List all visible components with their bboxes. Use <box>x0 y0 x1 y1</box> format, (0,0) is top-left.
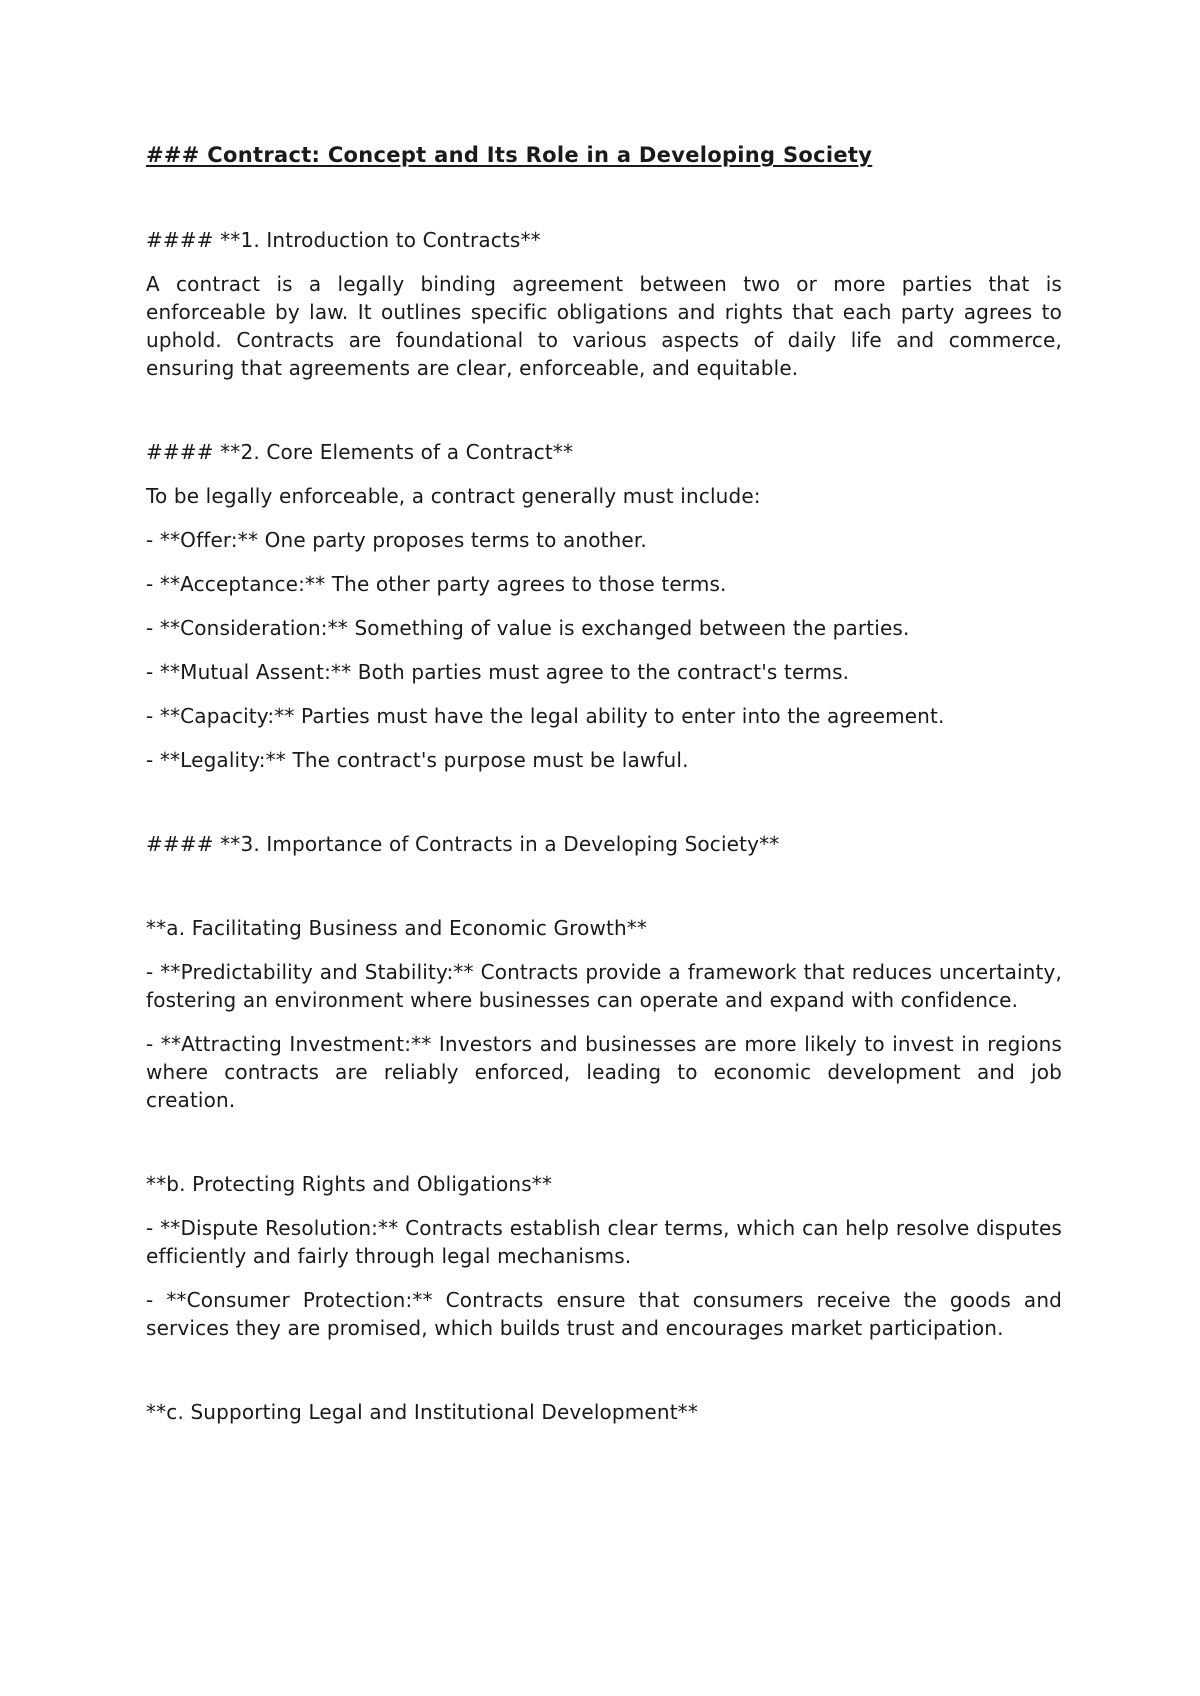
list-item: - **Dispute Resolution:** Contracts establish clear terms, which can help resolve disputes efficiently and fairly through legal mechanisms. <box>146 1216 1062 1268</box>
list-item: - **Consumer Protection:** Contracts ensure that consumers receive the goods and services they are promised, which builds trust and encourages market participation. <box>146 1288 1062 1340</box>
section-1-paragraph: A contract is a legally binding agreement between two or more parties that is enforceable by law. It outlines specific obligations and rights that each party agrees to uphold. Contracts are foundational to various aspects of daily life and commerce, ensuring that agreements are clear, enforceable, and equitable. <box>146 272 1062 380</box>
list-item: - **Predictability and Stability:** Contracts provide a framework that reduces uncertainty, fostering an environment where businesses can operate and expand with confidence. <box>146 960 1062 1012</box>
section-2-heading: #### **2. Core Elements of a Contract** <box>146 440 574 464</box>
list-item: - **Legality:** The contract's purpose must be lawful. <box>146 748 689 772</box>
subsection-a-heading: **a. Facilitating Business and Economic Growth** <box>146 916 648 940</box>
list-item: - **Attracting Investment:** Investors and businesses are more likely to invest in regions where contracts are reliably enforced, leading to economic development and job creation. <box>146 1032 1062 1112</box>
section-2-intro: To be legally enforceable, a contract generally must include: <box>146 484 761 508</box>
list-item: - **Acceptance:** The other party agrees to those terms. <box>146 572 727 596</box>
section-3-heading: #### **3. Importance of Contracts in a Developing Society** <box>146 832 780 856</box>
list-item: - **Mutual Assent:** Both parties must agree to the contract's terms. <box>146 660 850 684</box>
list-item: - **Offer:** One party proposes terms to another. <box>146 528 647 552</box>
list-item: - **Consideration:** Something of value is exchanged between the parties. <box>146 616 910 640</box>
document-body <box>146 140 1062 1426</box>
list-item: - **Capacity:** Parties must have the legal ability to enter into the agreement. <box>146 704 945 728</box>
document-title: ### Contract: Concept and Its Role in a Developing Society <box>146 143 873 167</box>
subsection-c-heading: **c. Supporting Legal and Institutional Development** <box>146 1400 698 1424</box>
subsection-b-heading: **b. Protecting Rights and Obligations** <box>146 1172 553 1196</box>
section-1-heading: #### **1. Introduction to Contracts** <box>146 228 541 252</box>
